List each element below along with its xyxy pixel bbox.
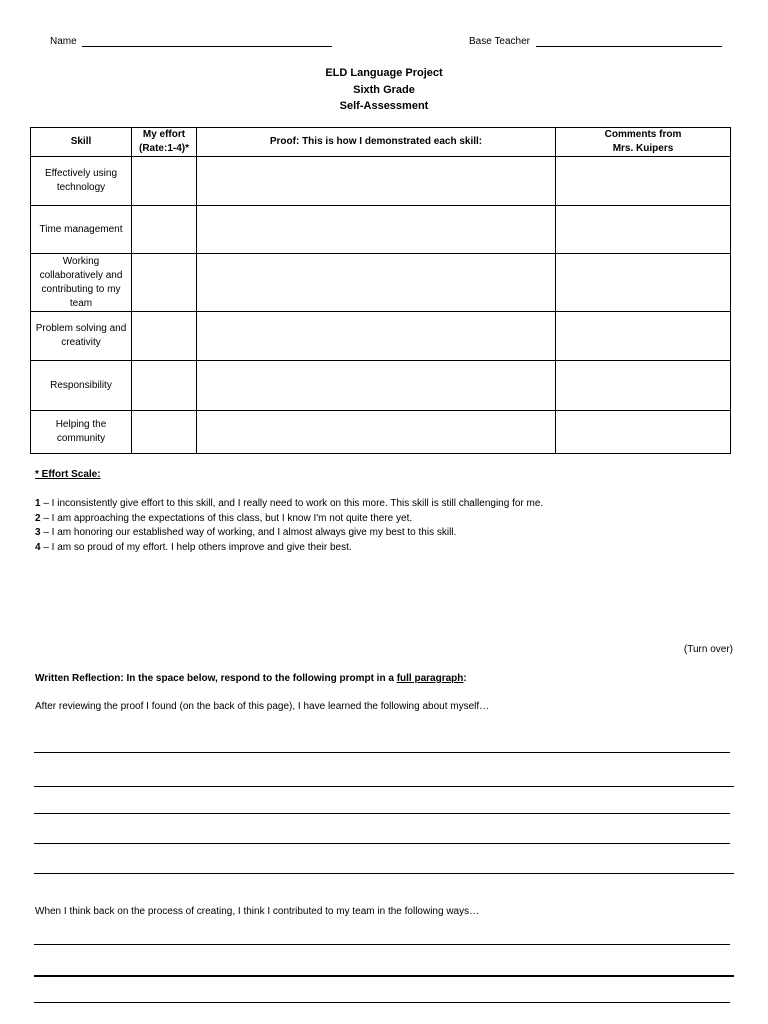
- answer-line[interactable]: [34, 786, 734, 787]
- name-field[interactable]: [50, 36, 332, 47]
- reflection-prompt-2: When I think back on the process of creating, I think I contributed to my team in the following ways…: [35, 906, 480, 917]
- proof-cell[interactable]: [197, 206, 556, 254]
- base-teacher-field[interactable]: [469, 36, 722, 47]
- base-teacher-blank-line[interactable]: [536, 36, 722, 47]
- skill-cell: Time management: [31, 206, 132, 254]
- answer-line[interactable]: [34, 1002, 730, 1003]
- comments-cell[interactable]: [556, 411, 731, 454]
- table-row: [31, 157, 731, 206]
- self-assessment-table: [30, 127, 731, 454]
- effort-cell[interactable]: [132, 361, 197, 411]
- name-label: Name: [50, 36, 77, 47]
- answer-line[interactable]: [34, 873, 734, 874]
- answer-line[interactable]: [34, 752, 730, 753]
- title-line-1: ELD Language Project: [325, 67, 443, 79]
- answer-line[interactable]: [34, 944, 730, 945]
- effort-cell[interactable]: [132, 206, 197, 254]
- answer-line[interactable]: [34, 813, 730, 814]
- reflection-heading: Written Reflection: In the space below, respond to the following prompt in a full paragraph:: [35, 673, 467, 684]
- effort-scale-list: [35, 497, 543, 555]
- comments-cell[interactable]: [556, 206, 731, 254]
- title-line-3: Self-Assessment: [339, 100, 429, 112]
- table-row: [31, 206, 731, 254]
- effort-cell[interactable]: [132, 157, 197, 206]
- proof-cell[interactable]: [197, 361, 556, 411]
- skill-cell: Problem solving and creativity: [31, 312, 132, 361]
- title-line-2: Sixth Grade: [353, 83, 415, 96]
- comments-cell[interactable]: [556, 361, 731, 411]
- base-teacher-label: Base Teacher: [469, 36, 530, 47]
- answer-line[interactable]: [34, 843, 730, 844]
- comments-cell[interactable]: [556, 312, 731, 361]
- skill-cell: Effectively using technology: [31, 157, 132, 206]
- list-item: 3 – I am honoring our established way of working, and I almost always give my best to this skill.: [35, 527, 457, 538]
- header-skill: Skill: [31, 128, 132, 157]
- skill-cell: Helping the community: [31, 411, 132, 454]
- effort-cell[interactable]: [132, 254, 197, 312]
- table-row: [31, 254, 731, 312]
- turn-over-note: (Turn over): [683, 644, 733, 655]
- header-effort: My effort (Rate:1-4)*: [132, 128, 197, 157]
- name-blank-line[interactable]: [82, 36, 332, 47]
- list-item: 1 – I inconsistently give effort to this skill, and I really need to work on this more. This skill is still challenging for me.: [35, 498, 544, 509]
- skill-cell: Responsibility: [31, 361, 132, 411]
- effort-scale-title: * Effort Scale:: [35, 469, 101, 480]
- list-item: 4 – I am so proud of my effort. I help others improve and give their best.: [35, 541, 352, 553]
- comments-cell[interactable]: [556, 254, 731, 312]
- header-proof: Proof: This is how I demonstrated each skill:: [197, 128, 556, 157]
- table-row: [31, 411, 731, 454]
- table-header-row: [31, 128, 731, 157]
- table-row: [31, 312, 731, 361]
- proof-cell[interactable]: [197, 312, 556, 361]
- answer-line[interactable]: [34, 975, 734, 977]
- list-item: 2 – I am approaching the expectations of this class, but I know I'm not quite there yet.: [35, 512, 413, 524]
- proof-cell[interactable]: [197, 411, 556, 454]
- document-title: [0, 65, 768, 115]
- proof-cell[interactable]: [197, 254, 556, 312]
- header-comments: Comments from Mrs. Kuipers: [556, 128, 731, 157]
- effort-cell[interactable]: [132, 411, 197, 454]
- reflection-prompt-1: After reviewing the proof I found (on the back of this page), I have learned the following about myself…: [35, 701, 490, 712]
- proof-cell[interactable]: [197, 157, 556, 206]
- comments-cell[interactable]: [556, 157, 731, 206]
- effort-cell[interactable]: [132, 312, 197, 361]
- table-row: [31, 361, 731, 411]
- skill-cell: Working collaboratively and contributing to my team: [31, 254, 132, 312]
